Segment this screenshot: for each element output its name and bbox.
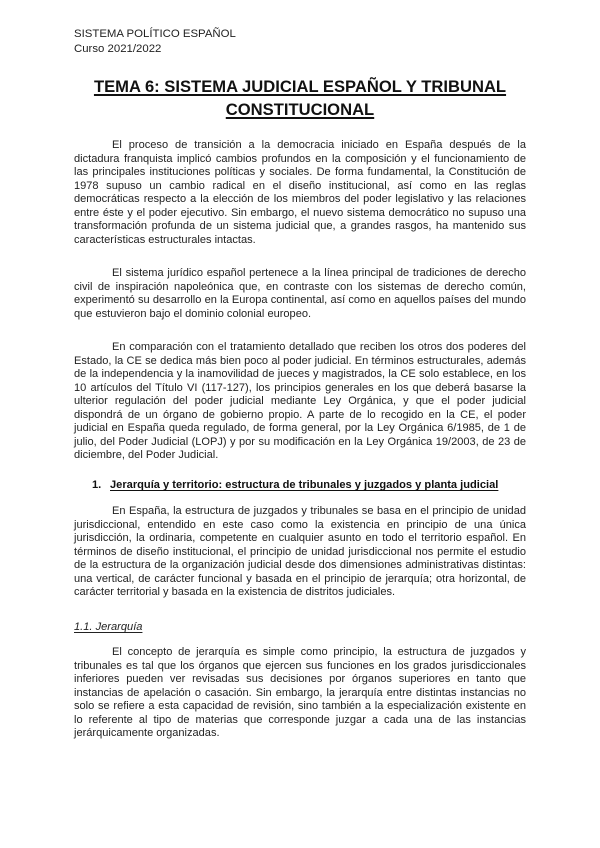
section-title: Jerarquía y territorio: estructura de tribunales y juzgados y planta judicial (110, 479, 499, 491)
subsection-heading: 1.1. Jerarquía (74, 621, 143, 633)
page-title (70, 75, 530, 121)
section-heading-1 (92, 478, 498, 492)
title-line-2: CONSTITUCIONAL (225, 100, 375, 119)
paragraph-jurisdictional-unity: En España, la estructura de juzgados y tribunales se basa en el principio de unidad jurisdiccional, entendido en este caso como la existencia en principio de una única jurisdicción, la ordinaria, competente en cualquier asunto en todo el territorio español. En términos de diseño institucional, el principio de unidad jurisdiccional nos permite el estudio de la estructura de la organización judicial desde dos dimensiones administrativas distintas: una vertical, de carácter funcional y basada en el principio de jerarquía; otra horizontal, de carácter territorial y basada en la existencia de distritos judiciales. (74, 505, 526, 598)
subject-name: SISTEMA POLÍTICO ESPAÑOL (74, 28, 236, 40)
paragraph-legal-system: El sistema jurídico español pertenece a la línea principal de tradiciones de derecho civil de inspiración napoleónica que, en contraste con los sistemas de derecho común, experimentó su desarrollo en la Europa continental, así como en aquellos países del mundo que estuvieron bajo el dominio colonial europeo. (74, 267, 526, 320)
course-year: Curso 2021/2022 (74, 42, 162, 55)
paragraph-intro: El proceso de transición a la democracia iniciado en España después de la dictadura franquista implicó cambios profundos en la composición y el funcionamiento de las principales instituciones políticas y sociales. De forma fundamental, la Constitución de 1978 supuso un cambio radical en el diseño institucional, así como en las reglas democráticas respecto a la elección de los miembros del poder legislativo y las relaciones entre éste y el poder ejecutivo. Sin embargo, el nuevo sistema democrático no supuso una transformación profunda de un sistema judicial que, a grandes rasgos, ha mantenido sus características estructurales intactas. (74, 139, 526, 246)
paragraph-hierarchy: El concepto de jerarquía es simple como principio, la estructura de juzgados y tribunales es tal que los órganos que ejercen sus funciones en los grados jurisdiccionales inferiores pueden ver revisadas sus decisiones por órganos superiores en tanto que instancias de apelación o casación. Sin embargo, la jerarquía entre distintas instancias no solo se refiere a esta capacidad de revisión, sino también a la especialización existente en lo referente al tipo de materias que corresponde juzgar a cada una de las instancias jerárquicamente organizadas. (74, 646, 526, 739)
section-number: 1. (92, 479, 102, 491)
title-line-1: TEMA 6: SISTEMA JUDICIAL ESPAÑOL Y TRIBUNAL (93, 77, 507, 96)
paragraph-judicial-power: En comparación con el tratamiento detallado que reciben los otros dos poderes del Estado, la CE se dedica más bien poco al poder judicial. En términos estructurales, además de la independencia y la inamovilidad de jueces y magistrados, la CE solo establece, en los 10 artículos del Título VI (117-127), los principios generales en los que deberá basarse la ulterior regulación del poder judicial mediante Ley Orgánica, y que el poder judicial dispondrá de un órgano de gobierno propio. A parte de lo recogido en la CE, el poder judicial en España queda regulado, de forma general, por la Ley Orgánica 6/1985, de 1 de julio, del Poder Judicial (LOPJ) y por su modificación en la Ley Orgánica 19/2003, de 23 de diciembre, del Poder Judicial. (74, 341, 526, 461)
document-header (74, 27, 236, 56)
